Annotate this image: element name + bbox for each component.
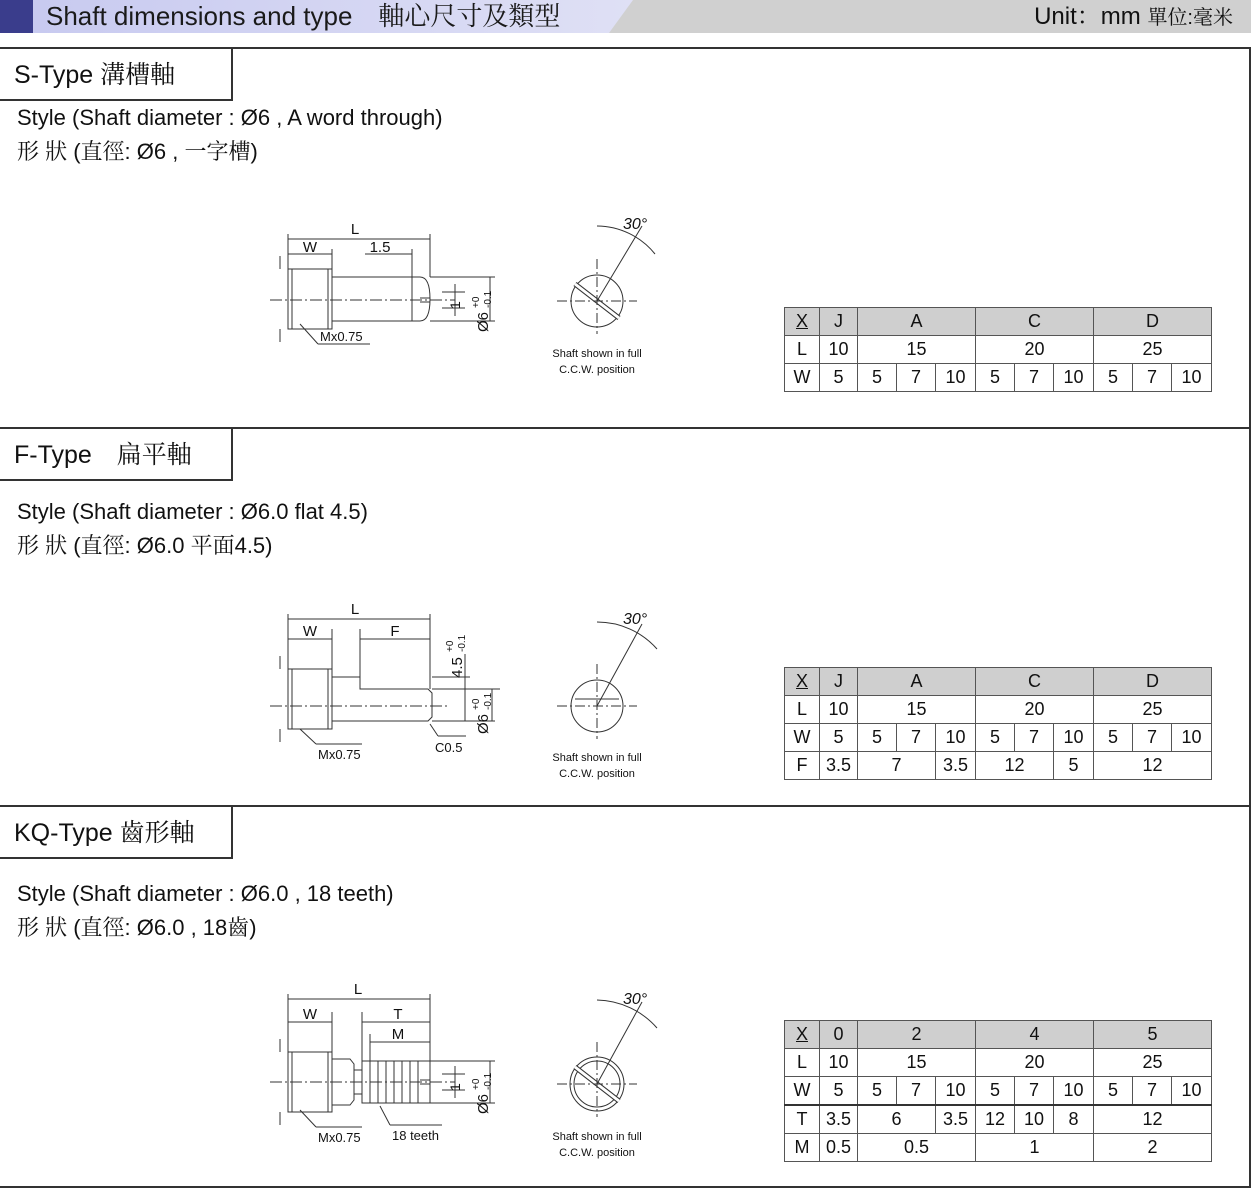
table-cell: 5 (1094, 724, 1133, 752)
table-cell: 7 (1015, 364, 1054, 392)
table-row-label: T (785, 1105, 820, 1134)
table-header-x: X (785, 1021, 820, 1049)
table-row-label: M (785, 1134, 820, 1162)
dim-thread: Mx0.75 (318, 747, 361, 762)
table-cell: 15 (858, 1049, 976, 1077)
dim-diameter: Ø6 (475, 1093, 492, 1114)
rotation-note: Shaft shown in full (552, 752, 642, 764)
dim-l: L (350, 221, 360, 238)
table-header-cell: J (820, 668, 858, 696)
table-cell: 5 (820, 724, 858, 752)
table-cell: 3.5 (936, 1105, 976, 1134)
unit-zh: 單位:毫米 (1147, 7, 1233, 29)
table-cell: 10 (1172, 724, 1212, 752)
table-cell: 12 (976, 1105, 1015, 1134)
table-cell: 7 (858, 752, 936, 780)
table-cell: 7 (1133, 724, 1172, 752)
dim-thread: Mx0.75 (320, 329, 363, 344)
table-row-label: W (785, 724, 820, 752)
table-header-x: X (785, 308, 820, 336)
table-cell: 1 (976, 1134, 1094, 1162)
table-cell: 20 (976, 1049, 1094, 1077)
table-cell: 10 (1054, 1077, 1094, 1106)
dim-t: T (393, 1006, 403, 1023)
position-note: C.C.W. position (559, 364, 635, 376)
table-cell: 15 (858, 336, 976, 364)
table-cell: 10 (936, 364, 976, 392)
table-header-cell: A (858, 668, 976, 696)
table-cell: 7 (1133, 364, 1172, 392)
table-cell: 12 (1094, 1105, 1212, 1134)
table-header-cell: C (976, 308, 1094, 336)
angle-label: 30° (623, 991, 648, 1008)
table-cell: 10 (936, 1077, 976, 1106)
table-row-label: W (785, 364, 820, 392)
f-type-table (784, 667, 1212, 780)
table-cell: 10 (820, 696, 858, 724)
table-cell: 10 (1054, 364, 1094, 392)
table-header-cell: C (976, 668, 1094, 696)
dim-w: W (302, 1006, 318, 1023)
table-cell: 7 (897, 724, 936, 752)
style-description-zh: 形 狀 (直徑: Ø6.0 平面4.5) (17, 533, 273, 558)
position-note: C.C.W. position (559, 1147, 635, 1159)
tol-lower: -0.1 (483, 1072, 494, 1090)
dim-l: L (350, 601, 360, 618)
table-row-label: L (785, 1049, 820, 1077)
style-description-zh: 形 狀 (直徑: Ø6.0 , 18齒) (17, 915, 257, 940)
style-description-en: Style (Shaft diameter : Ø6 , A word through) (17, 105, 443, 130)
table-cell: 8 (1054, 1105, 1094, 1134)
table-header-cell: A (858, 308, 976, 336)
table-cell: 5 (858, 364, 897, 392)
tol-upper: +0 (445, 640, 456, 652)
table-cell: 5 (1054, 752, 1094, 780)
table-cell: 5 (858, 1077, 897, 1106)
table-cell: 5 (820, 364, 858, 392)
table-cell: 10 (936, 724, 976, 752)
table-cell: 25 (1094, 1049, 1212, 1077)
table-row-label: F (785, 752, 820, 780)
style-description-en: Style (Shaft diameter : Ø6.0 , 18 teeth) (17, 881, 394, 906)
page-header (0, 0, 1251, 33)
dim-f: F (390, 623, 400, 640)
table-cell: 10 (1172, 1077, 1212, 1106)
rotation-note: Shaft shown in full (552, 348, 642, 360)
table-header-x: X (785, 668, 820, 696)
table-cell: 0.5 (820, 1134, 858, 1162)
section-s-type (0, 47, 1251, 429)
table-cell: 20 (976, 696, 1094, 724)
tol-upper: +0 (471, 1078, 482, 1090)
table-row-label: L (785, 336, 820, 364)
table-row-label: L (785, 696, 820, 724)
s-type-table (784, 307, 1212, 392)
table-cell: 25 (1094, 696, 1212, 724)
table-cell: 20 (976, 336, 1094, 364)
table-cell: 5 (1094, 364, 1133, 392)
table-header-cell: 5 (1094, 1021, 1212, 1049)
table-header-cell: 2 (858, 1021, 976, 1049)
section-tab: KQ-Type 齒形軸 (0, 807, 233, 859)
dim-l: L (353, 981, 363, 998)
table-cell: 5 (858, 724, 897, 752)
dim-diameter: Ø6 (475, 713, 492, 734)
table-cell: 7 (1015, 724, 1054, 752)
position-note: C.C.W. position (559, 768, 635, 780)
table-cell: 7 (1133, 1077, 1172, 1106)
table-cell: 5 (976, 1077, 1015, 1106)
table-cell: 15 (858, 696, 976, 724)
table-header-cell: 4 (976, 1021, 1094, 1049)
dim-slot-width: 1 (447, 301, 463, 309)
table-cell: 3.5 (820, 752, 858, 780)
f-type-drawing (270, 594, 690, 779)
table-cell: 10 (820, 1049, 858, 1077)
dim-w: W (302, 623, 318, 640)
section-tab: F-Type 扁平軸 (0, 429, 233, 481)
angle-label: 30° (623, 611, 648, 628)
dim-w: W (302, 239, 318, 256)
dim-m: M (391, 1026, 405, 1043)
tol-upper: +0 (471, 698, 482, 710)
tol-upper: +0 (471, 296, 482, 308)
table-cell: 12 (1094, 752, 1212, 780)
table-cell: 5 (820, 1077, 858, 1106)
section-tab: S-Type 溝槽軸 (0, 49, 233, 101)
header-accent-block (0, 0, 33, 33)
angle-label: 30° (623, 216, 648, 233)
table-cell: 5 (976, 364, 1015, 392)
dim-chamfer: C0.5 (435, 740, 463, 755)
dim-flat: 4.5 (449, 657, 466, 678)
kq-type-drawing (270, 974, 690, 1159)
table-cell: 0.5 (858, 1134, 976, 1162)
table-cell: 5 (1094, 1077, 1133, 1106)
unit-label (1034, 0, 1233, 35)
table-cell: 6 (858, 1105, 936, 1134)
table-header-cell: J (820, 308, 858, 336)
table-cell: 10 (1054, 724, 1094, 752)
table-cell: 7 (897, 364, 936, 392)
unit-en: Unit：mm (1034, 3, 1141, 30)
table-cell: 10 (1172, 364, 1212, 392)
dim-diameter: Ø6 (475, 311, 492, 332)
bottom-border (0, 1186, 1249, 1188)
style-description-en: Style (Shaft diameter : Ø6.0 flat 4.5) (17, 499, 368, 524)
table-cell: 10 (1015, 1105, 1054, 1134)
section-kq-type (0, 805, 1251, 1188)
table-cell: 7 (1015, 1077, 1054, 1106)
dim-slot-width: 1 (447, 1083, 463, 1091)
table-row-label: W (785, 1077, 820, 1106)
table-cell: 3.5 (820, 1105, 858, 1134)
tol-lower: -0.1 (483, 692, 494, 710)
dim-slot-offset: 1.5 (369, 239, 391, 256)
section-f-type (0, 427, 1251, 807)
table-cell: 25 (1094, 336, 1212, 364)
s-type-drawing (270, 214, 690, 399)
table-cell: 2 (1094, 1134, 1212, 1162)
table-cell: 12 (976, 752, 1054, 780)
table-header-cell: D (1094, 308, 1212, 336)
table-cell: 7 (897, 1077, 936, 1106)
tol-lower: -0.1 (457, 634, 468, 652)
table-cell: 5 (976, 724, 1015, 752)
style-description-zh: 形 狀 (直徑: Ø6 , 一字槽) (17, 139, 258, 164)
dim-teeth: 18 teeth (392, 1128, 439, 1143)
table-header-cell: D (1094, 668, 1212, 696)
rotation-note: Shaft shown in full (552, 1131, 642, 1143)
kq-type-table (784, 1020, 1212, 1162)
page-title: Shaft dimensions and type 軸心尺寸及類型 (46, 1, 561, 31)
table-header-cell: 0 (820, 1021, 858, 1049)
dim-thread: Mx0.75 (318, 1130, 361, 1145)
table-cell: 10 (820, 336, 858, 364)
tol-lower: -0.1 (483, 290, 494, 308)
table-cell: 3.5 (936, 752, 976, 780)
